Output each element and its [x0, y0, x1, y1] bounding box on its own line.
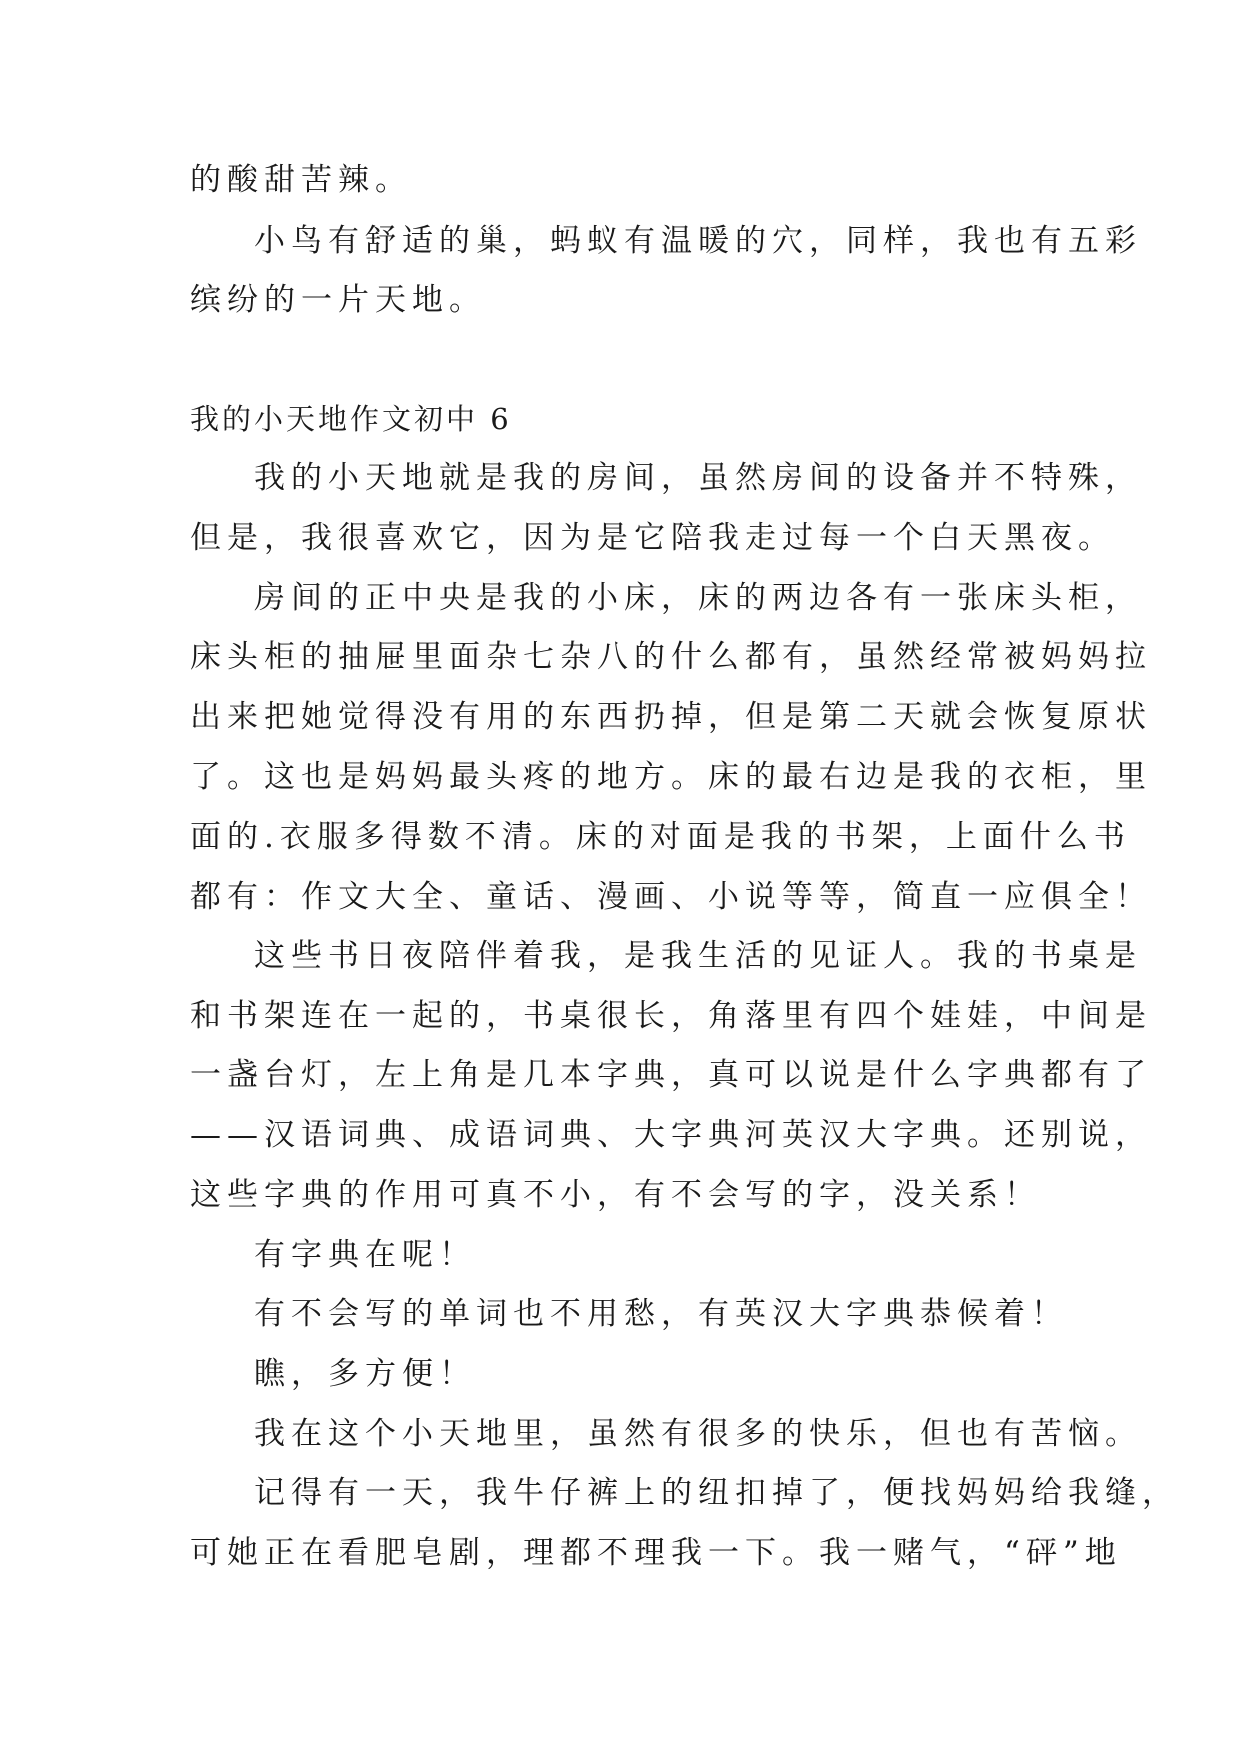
text-line: 这些字典的作用可真不小，有不会写的字，没关系！ — [190, 1177, 1041, 1213]
text-line: 有不会写的单词也不用愁，有英汉大字典恭候着！ — [254, 1296, 1068, 1332]
text-line: 我在这个小天地里，虽然有很多的快乐，但也有苦恼。 — [254, 1416, 1142, 1452]
text-line: 记得有一天，我牛仔裤上的纽扣掉了，便找妈妈给我缝， — [254, 1475, 1179, 1511]
text-line: 面的.衣服多得数不清。床的对面是我的书架，上面什么书 — [190, 819, 1131, 855]
text-line: 瞧，多方便！ — [254, 1356, 476, 1392]
text-line: ——汉语词典、成语词典、大字典河英汉大字典。还别说， — [190, 1117, 1152, 1153]
text-line: 一盏台灯，左上角是几本字典，真可以说是什么字典都有了 — [190, 1057, 1152, 1093]
text-line: 有字典在呢！ — [254, 1237, 476, 1273]
text-line: 床头柜的抽屉里面杂七杂八的什么都有，虽然经常被妈妈拉 — [190, 639, 1152, 675]
text-line: 小鸟有舒适的巢，蚂蚁有温暖的穴，同样，我也有五彩 — [254, 223, 1142, 259]
text-line: 我的小天地就是我的房间，虽然房间的设备并不特殊， — [254, 460, 1142, 496]
text-line: 了。这也是妈妈最头疼的地方。床的最右边是我的衣柜，里 — [190, 759, 1152, 795]
text-line: 可她正在看肥皂剧，理都不理我一下。我一赌气，“砰”地 — [190, 1535, 1122, 1571]
text-line: 出来把她觉得没有用的东西扔掉，但是第二天就会恢复原状 — [190, 699, 1152, 735]
text-line: 和书架连在一起的，书桌很长，角落里有四个娃娃，中间是 — [190, 998, 1152, 1034]
section-heading: 我的小天地作文初中 6 — [190, 402, 512, 436]
text-line: 但是，我很喜欢它，因为是它陪我走过每一个白天黑夜。 — [190, 520, 1115, 556]
text-line: 的酸甜苦辣。 — [190, 162, 412, 198]
text-line: 缤纷的一片天地。 — [190, 282, 486, 318]
text-line: 这些书日夜陪伴着我，是我生活的见证人。我的书桌是 — [254, 938, 1142, 974]
text-line: 都有：作文大全、童话、漫画、小说等等，简直一应俱全！ — [190, 879, 1152, 915]
text-line: 房间的正中央是我的小床，床的两边各有一张床头柜， — [254, 580, 1142, 616]
